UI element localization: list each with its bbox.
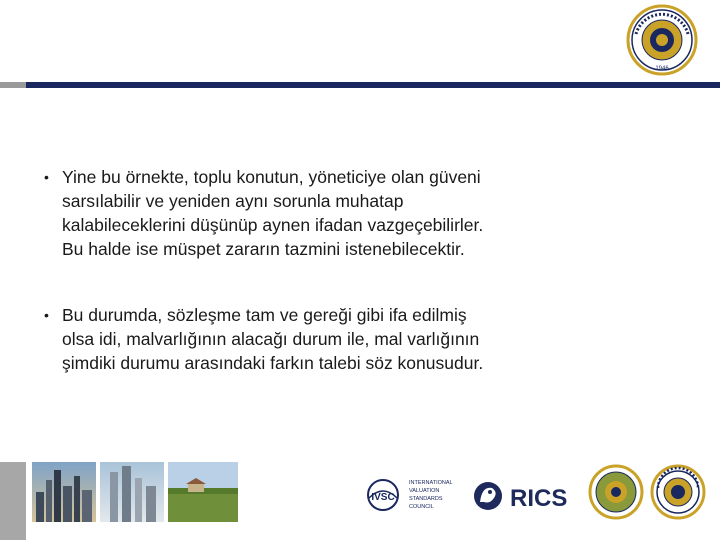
ankara-university-seal-logo	[626, 4, 698, 76]
header-accent-bar-left	[0, 82, 26, 88]
footer-gray-block	[0, 462, 26, 540]
city-skyline-photo	[32, 462, 96, 522]
bullet-line: Bu durumda, sözleşme tam ve gereği gibi ifa edilmiş	[62, 305, 467, 325]
bullet-line: Yine bu örnekte, toplu konutun, yöneticiye olan güveni	[62, 167, 481, 187]
header-accent-bar	[0, 82, 720, 88]
bullet-line: Bu halde ise müspet zararın tazmini istenebilecektir.	[62, 239, 465, 259]
ivsc-logo	[365, 476, 463, 514]
bullet-item-2	[44, 303, 644, 375]
green-seal-logo	[588, 464, 644, 520]
ivsc-text-line: STANDARDS	[409, 496, 443, 502]
bullet-marker: •	[44, 307, 49, 323]
bullet-line: sarsılabilir ve yeniden aynı sorunla muhatap	[62, 191, 404, 211]
rics-text: RICS	[510, 485, 568, 512]
ivsc-text-line: VALUATION	[409, 488, 440, 494]
ivsc-mark-text: IVSC	[371, 492, 395, 503]
ankara-university-seal-footer-logo	[650, 464, 706, 520]
bullet-marker: •	[44, 169, 49, 185]
bullet-line: şimdiki durumu arasındaki farkın talebi söz konusudur.	[62, 353, 484, 373]
seal-year-text: 1946	[655, 66, 669, 72]
towers-photo	[100, 462, 164, 522]
ivsc-text-line: COUNCIL	[409, 504, 434, 510]
landscape-photo	[168, 462, 238, 522]
bullet-line: olsa idi, malvarlığının alacağı durum ile, mal varlığının	[62, 329, 480, 349]
rics-logo	[470, 476, 580, 516]
bullet-item-1	[44, 165, 644, 261]
ivsc-text-line: INTERNATIONAL	[409, 480, 453, 486]
slide-content	[44, 165, 644, 375]
bullet-line: kalabileceklerini düşünüp aynen ifadan vazgeçebilirler.	[62, 215, 484, 235]
